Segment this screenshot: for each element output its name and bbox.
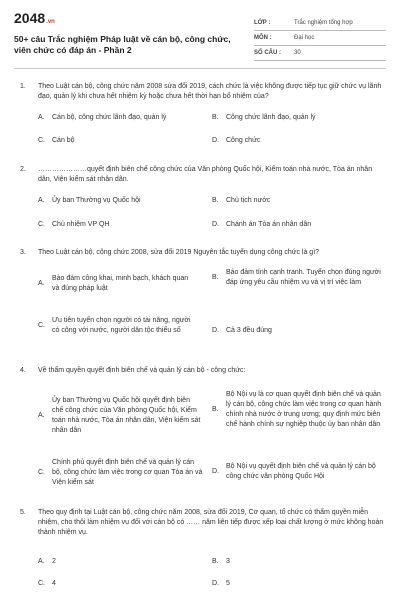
option-text: Cả 3 đều đúng [226,327,272,334]
option-text: Chủ nhiệm VP QH [52,221,110,228]
meta-row-count [254,46,386,61]
option-letter: B. [212,274,219,281]
option-text: Bảo đảm tính cạnh tranh. Tuyển chọn đúng người đáp ứng yêu cầu nhiệm vụ và vị trí việc làm [226,269,381,286]
option-letter: A. [38,558,45,565]
option-text: Công chức [226,137,261,144]
option-c[interactable] [38,136,203,146]
option-text: Chánh án Tòa án nhân dân [226,221,312,228]
option-b[interactable] [212,113,382,123]
question-number: 2. [20,166,26,173]
question-text: Theo Luật cán bộ, công chức 2008, sửa đổi 2019 Nguyên tắc tuyển dụng công chức là gì? [38,249,320,256]
option-letter: B. [212,406,219,413]
question-3 [20,248,386,258]
option-letter: D. [212,137,219,144]
option-text: 4 [52,580,56,587]
option-a[interactable] [38,396,203,436]
question-number: 1. [20,83,26,90]
option-b[interactable] [212,390,382,430]
option-letter: B. [212,197,219,204]
option-text: Ủy ban Thường vụ Quốc hội quyết định biên chế công chức của Văn phòng Quốc hội, Kiểm toán nhà nước, Tòa án nhân dân, Viện kiểm sát nhân dân [52,397,201,434]
question-2 [20,165,386,185]
option-letter: D. [212,468,219,475]
question-stem [20,165,386,185]
option-letter: D. [212,221,219,228]
option-text: Bảo đảm công khai, minh bạch, khách quan và đúng pháp luật [52,275,189,292]
option-d[interactable] [212,220,382,230]
meta-table [254,16,386,61]
option-letter: C. [38,322,45,329]
option-d[interactable] [212,462,382,482]
header-divider [14,68,386,69]
meta-key: MÔN : [254,35,272,41]
question-text: …………………quyết định biên chế công chức của Văn phòng Quốc hội, Kiểm toán nhà nước, Tòa án nhân dân, Viện kiểm sát nhân dân. [38,166,373,183]
option-text: Chủ tịch nước [226,197,271,204]
option-text: Công chức lãnh đạo, quản lý [226,114,316,121]
meta-key: SỐ CÂU : [254,50,281,56]
option-text: 3 [226,558,230,565]
option-text: Ưu tiên tuyển chọn người có tài năng, người có công với nước, người dân tộc thiểu số [52,317,191,334]
question-text: Về thẩm quyền quyết định biên chế và quản lý cán bộ - công chức: [38,367,246,374]
option-letter: A. [38,197,45,204]
option-letter: D. [212,580,219,587]
meta-row-class [254,16,386,31]
option-d[interactable] [212,579,382,589]
option-a[interactable] [38,113,203,123]
question-stem [20,82,386,102]
site-logo[interactable]: 2048.vn [14,10,55,26]
question-stem [20,248,386,258]
option-a[interactable] [38,196,203,206]
option-text: Cán bộ [52,137,75,144]
option-letter: C. [38,469,45,476]
option-text: 2 [52,558,56,565]
option-a[interactable] [38,274,193,294]
meta-value: Trắc nghiệm tổng hợp [294,20,353,26]
option-letter: B. [212,558,219,565]
option-a[interactable] [38,557,203,567]
option-c[interactable] [38,458,203,488]
meta-value: Đại học [294,35,315,41]
question-number: 5. [20,509,26,516]
option-text: Chính phủ quyết định biên chế và quản lý cán bộ, công chức làm việc trong cơ quan Tòa án và Viện kiểm sát [52,459,203,486]
option-text: Bộ Nội vụ là cơ quan quyết định biên chế và quản lý cán bộ, công chức làm việc trong cơ quan hành chính nhà nước ở trung ương; quy định mức biên chế hành chính sự nghiệp thuộc ủy ban nhân dân [226,391,382,428]
option-b[interactable] [212,196,382,206]
option-text: 5 [226,580,230,587]
option-letter: A. [38,114,45,121]
option-text: Bộ Nội vụ quyết định biên chế và quản lý cán bộ công chức văn phòng Quốc Hội [226,463,376,480]
option-letter: A. [38,280,45,287]
option-text: Ủy ban Thường vụ Quốc hội [52,197,141,204]
option-letter: B. [212,114,219,121]
question-5 [20,508,386,538]
option-c[interactable] [38,220,203,230]
option-letter: C. [38,137,45,144]
question-stem [20,366,386,376]
question-number: 3. [20,249,26,256]
option-d[interactable] [212,136,382,146]
question-text: Theo quy định tại Luật cán bộ, công chức năm 2008, sửa đổi 2019, Cơ quan, tổ chức có thẩm quyền miễn nhiệm, cho thôi làm nhiệm vụ đối với cán bộ có …… năm liên tiếp được xếp loại chất lượng ở mức không hoàn thành nhiệm vụ. [38,509,384,536]
question-1 [20,82,386,102]
option-d[interactable] [212,326,382,336]
option-c[interactable] [38,579,203,589]
document-header [14,8,386,66]
option-letter: D. [212,327,219,334]
option-letter: C. [38,221,45,228]
meta-key: LỚP : [254,20,271,26]
option-letter: A. [38,412,45,419]
question-text: Theo Luật cán bộ, công chức năm 2008 sửa đổi 2019, cách chức là việc không được tiếp tục giữ chức vụ lãnh đạo, quản lý khi chưa hết nhiệm kỳ hoặc chưa hết thời hạn bổ nhiệm của? [38,83,382,100]
question-stem [20,508,386,538]
question-number: 4. [20,367,26,374]
option-text: Cán bộ, công chức lãnh đạo, quản lý [52,114,167,121]
meta-row-subject [254,31,386,46]
logo-suffix: .vn [46,19,55,25]
option-c[interactable] [38,316,193,336]
document-title: 50+ câu Trắc nghiệm Pháp luật về cán bộ, công chức, viên chức có đáp án - Phần 2 [14,34,231,55]
option-b[interactable] [212,268,382,288]
meta-value: 30 [294,50,301,56]
option-b[interactable] [212,557,382,567]
option-letter: C. [38,580,45,587]
question-4 [20,366,386,376]
